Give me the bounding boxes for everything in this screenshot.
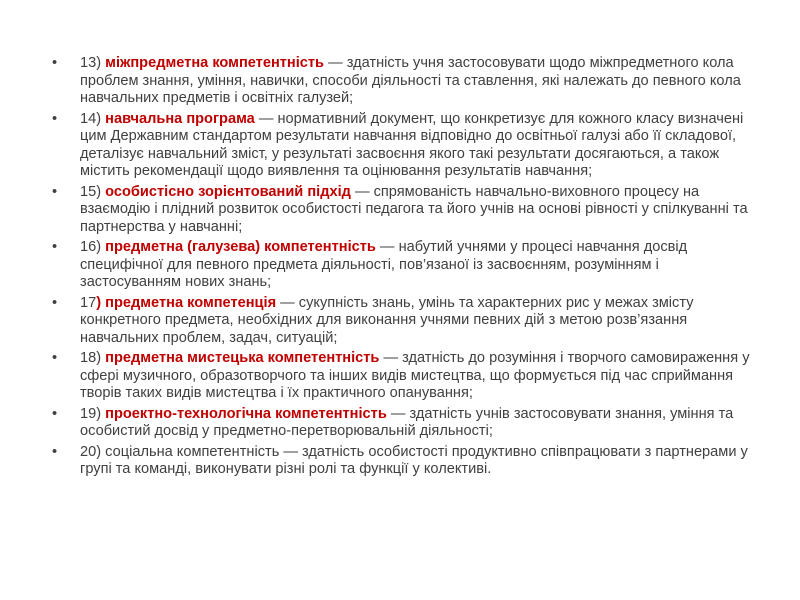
list-item [52, 406, 750, 441]
item-term: предметна (галузева) компетентність [105, 239, 376, 255]
bullet-icon: • [52, 350, 58, 366]
item-number: 16) [80, 239, 106, 255]
list-item [52, 239, 750, 292]
bullet-icon: • [52, 443, 58, 460]
list-item [52, 55, 750, 108]
bullet-icon: • [52, 110, 58, 127]
bullet-icon: • [52, 405, 58, 422]
bullet-icon: • [52, 183, 58, 200]
list-item [52, 444, 750, 479]
definition-list [52, 55, 750, 479]
item-definition: — здатність до розуміння і творчого самовираження у сфері музичного, образотворчого та інших видів мистецтва, що формується під час сприймання творів таких видів мистецтва і їх практичного опанування; [80, 350, 750, 401]
item-number: 19) [80, 405, 106, 422]
item-number: 20) [80, 443, 106, 460]
list-item [52, 350, 750, 403]
item-term: соціальна компетентність [105, 443, 280, 460]
item-definition: — здатність учнів застосовувати знання, уміння та особистий досвід у предметно-перетворювальній діяльності; [80, 405, 734, 439]
item-definition: — здатність особистості продуктивно співпрацювати з партнерами у групі та команді, виконувати різні ролі та функції у колективі. [80, 443, 748, 477]
list-item [52, 295, 750, 348]
item-definition: — здатність учня застосовувати щодо міжпредметного кола проблем знання, уміння, навички, способи діяльності та ставлення, які належать до певного кола навчальних предметів і освітніх галузей; [80, 55, 741, 106]
item-number: 14) [80, 110, 106, 127]
item-term: ) предметна компетенція [96, 294, 277, 311]
item-definition: — нормативний документ, що конкретизує для кожного класу визначені цим Державним стандартом результати навчання відповідно до освітньої галузі або її складової, деталізує навчальний зміст, у результаті засвоєння якого такі результати досягаються, а також містить рекомендації щодо виявлення та оцінювання результатів навчання; [80, 110, 744, 179]
item-term: проектно-технологічна компетентність [105, 405, 387, 422]
bullet-icon: • [52, 55, 58, 71]
item-term: міжпредметна компетентність [105, 55, 325, 71]
item-definition: — спрямованість навчально-виховного процесу на взаємодію і плідний розвиток особистості педагога та його учнів на основі рівності у спілкуванні та партнерства у навчанні; [80, 183, 748, 235]
list-item [52, 184, 750, 237]
item-term: навчальна програма [105, 110, 255, 127]
item-definition: — сукупність знань, умінь та характерних рис у межах змісту конкретного предмета, необхідних для виконання учнями певних дій з метою розв’язання навчальних проблем, задач, ситуацій; [80, 294, 694, 346]
item-number: 17 [80, 294, 97, 311]
item-definition: — набутий учнями у процесі навчання досвід специфічної для певного предмета діяльності, пов’язаної із засвоєнням, розумінням і застосуванням нових знань; [80, 239, 688, 290]
item-number: 18) [80, 350, 106, 366]
item-term: предметна мистецька компетентність [105, 350, 380, 366]
item-number: 13) [80, 55, 106, 71]
item-term: особистісно зорієнтований підхід [105, 183, 351, 200]
list-item [52, 111, 750, 181]
bullet-icon: • [52, 239, 58, 255]
bullet-icon: • [52, 294, 58, 311]
item-number: 15) [80, 183, 106, 200]
